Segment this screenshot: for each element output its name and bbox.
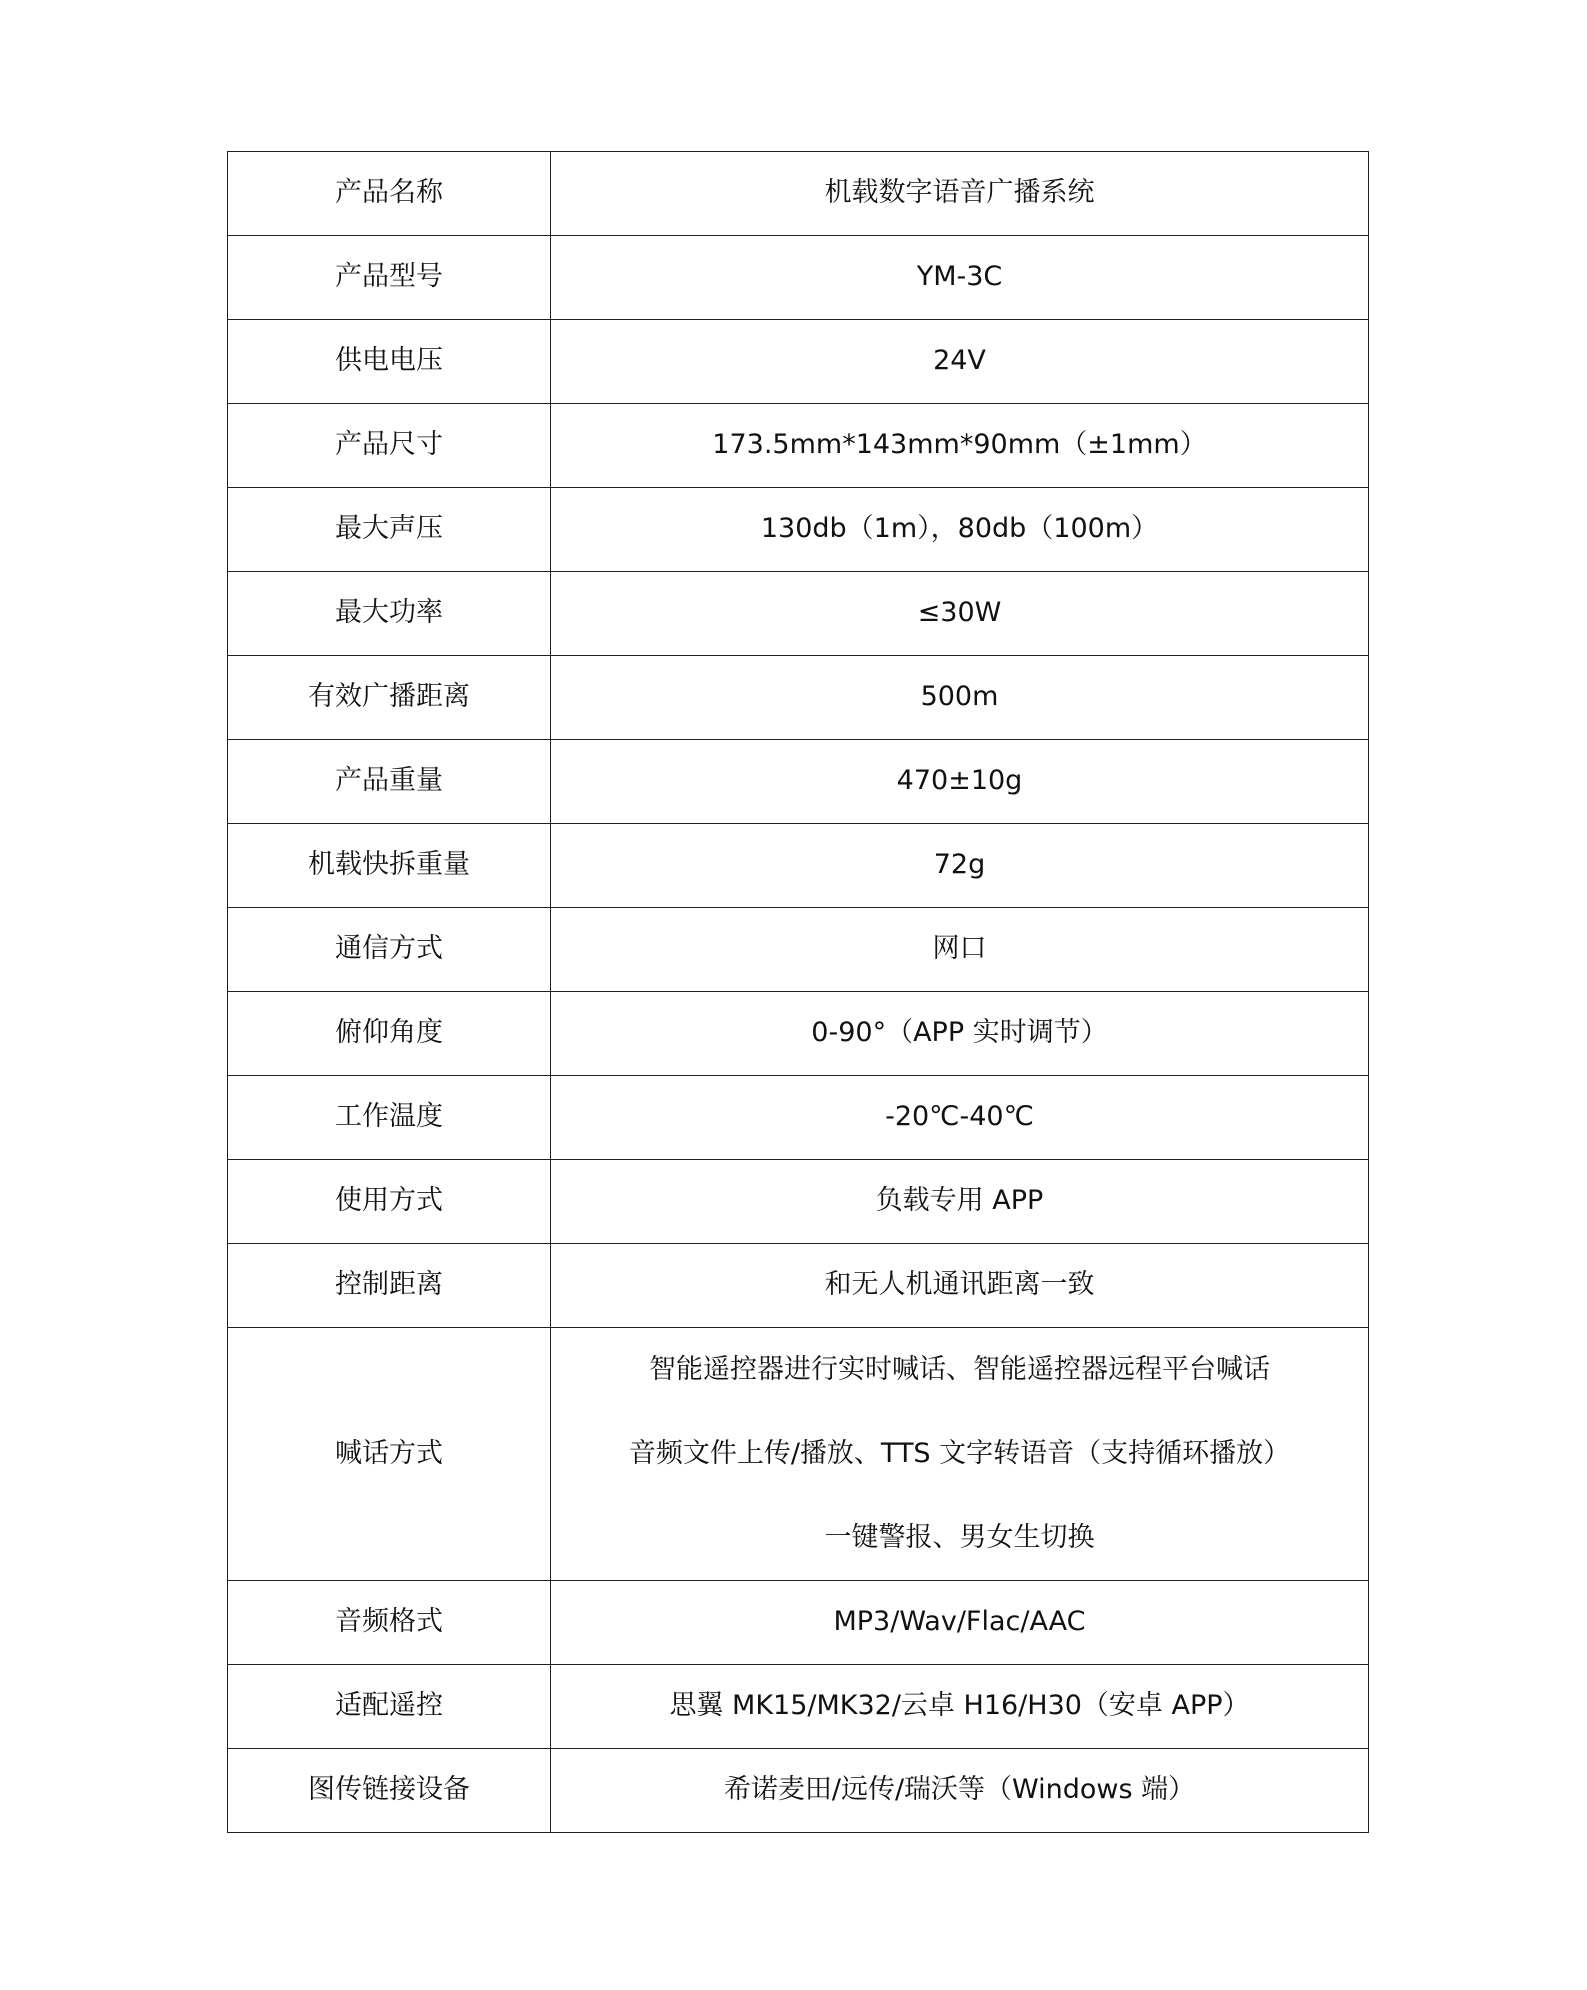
row-label: 产品型号 <box>228 236 551 320</box>
row-value: 24V <box>551 320 1369 404</box>
row-value: 机载数字语音广播系统 <box>551 152 1369 236</box>
row-label: 机载快拆重量 <box>228 824 551 908</box>
value-line: 智能遥控器进行实时喊话、智能遥控器远程平台喊话 <box>649 1354 1270 1385</box>
row-label: 产品名称 <box>228 152 551 236</box>
row-label: 通信方式 <box>228 908 551 992</box>
row-value: 72g <box>551 824 1369 908</box>
row-value: 希诺麦田/远传/瑞沃等（Windows 端） <box>551 1749 1369 1833</box>
row-value: 和无人机通讯距离一致 <box>551 1244 1369 1328</box>
value-line: 音频文件上传/播放、TTS 文字转语音（支持循环播放） <box>628 1438 1291 1469</box>
table-row <box>228 488 1369 572</box>
row-label: 最大功率 <box>228 572 551 656</box>
row-value: 思翼 MK15/MK32/云卓 H16/H30（安卓 APP） <box>551 1665 1369 1749</box>
table-row <box>228 320 1369 404</box>
table-row <box>228 1076 1369 1160</box>
row-label: 最大声压 <box>228 488 551 572</box>
table-row <box>228 908 1369 992</box>
table-row <box>228 656 1369 740</box>
row-label: 产品尺寸 <box>228 404 551 488</box>
table-row <box>228 404 1369 488</box>
table-row <box>228 572 1369 656</box>
table-row <box>228 1160 1369 1244</box>
row-value: 500m <box>551 656 1369 740</box>
row-label: 有效广播距离 <box>228 656 551 740</box>
row-label: 供电电压 <box>228 320 551 404</box>
table-row <box>228 1581 1369 1665</box>
table-row <box>228 152 1369 236</box>
row-label: 喊话方式 <box>228 1328 551 1581</box>
row-value: 0-90°（APP 实时调节） <box>551 992 1369 1076</box>
row-label: 产品重量 <box>228 740 551 824</box>
row-value: 130db（1m），80db（100m） <box>551 488 1369 572</box>
row-value: 负载专用 APP <box>551 1160 1369 1244</box>
row-value: YM-3C <box>551 236 1369 320</box>
value-line: 一键警报、男女生切换 <box>824 1522 1095 1553</box>
row-label: 使用方式 <box>228 1160 551 1244</box>
row-label: 俯仰角度 <box>228 992 551 1076</box>
table-row <box>228 1328 1369 1581</box>
row-value: ≤30W <box>551 572 1369 656</box>
table-row <box>228 1665 1369 1749</box>
table-row <box>228 236 1369 320</box>
row-value: 173.5mm*143mm*90mm（±1mm） <box>551 404 1369 488</box>
row-label: 工作温度 <box>228 1076 551 1160</box>
table-row <box>228 1749 1369 1833</box>
table-row <box>228 992 1369 1076</box>
row-value-multiline <box>551 1328 1369 1581</box>
row-label: 图传链接设备 <box>228 1749 551 1833</box>
table-row <box>228 824 1369 908</box>
row-label: 适配遥控 <box>228 1665 551 1749</box>
spec-table <box>227 151 1369 1833</box>
row-value: 470±10g <box>551 740 1369 824</box>
row-value: MP3/Wav/Flac/AAC <box>551 1581 1369 1665</box>
table-row <box>228 740 1369 824</box>
row-value: -20℃-40℃ <box>551 1076 1369 1160</box>
row-label: 控制距离 <box>228 1244 551 1328</box>
row-label: 音频格式 <box>228 1581 551 1665</box>
table-row <box>228 1244 1369 1328</box>
row-value: 网口 <box>551 908 1369 992</box>
